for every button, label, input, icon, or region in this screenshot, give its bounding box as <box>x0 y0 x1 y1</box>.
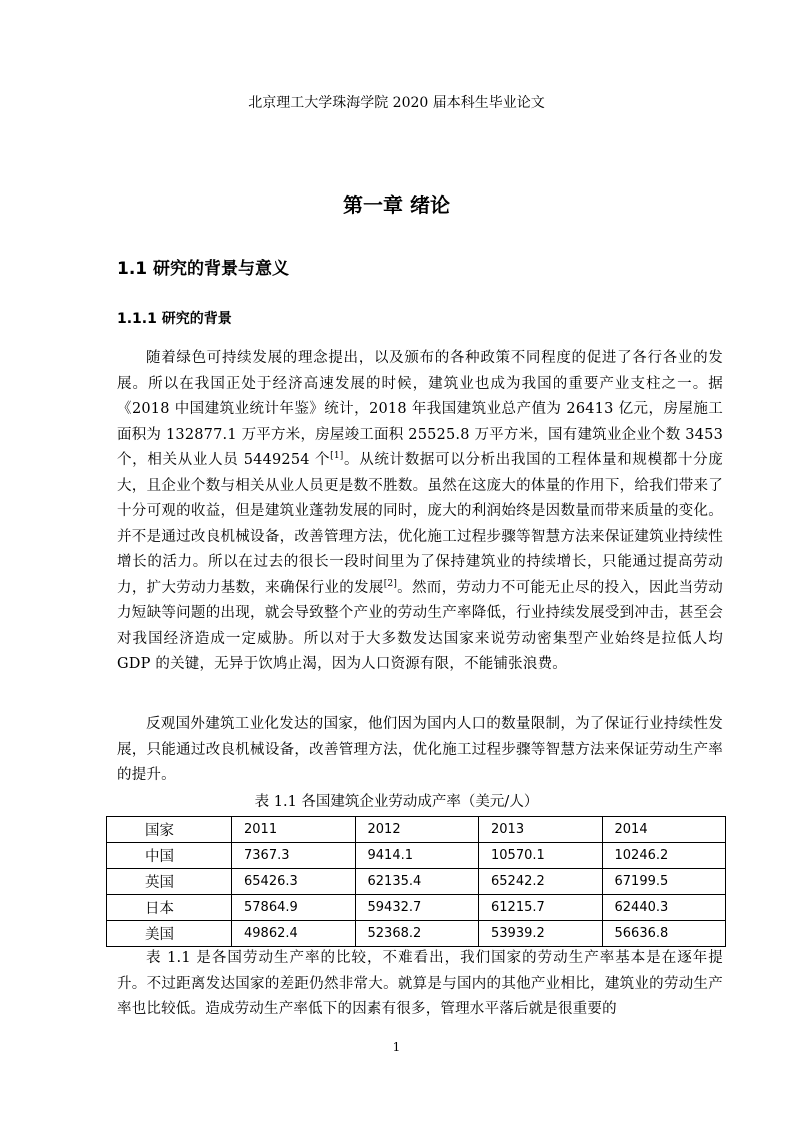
table-cell: 10570.1 <box>479 843 603 869</box>
paragraph-background <box>117 346 723 678</box>
table-header-cell: 2011 <box>232 817 356 843</box>
table-cell: 52368.2 <box>355 921 479 947</box>
table-cell: 49862.4 <box>232 921 356 947</box>
running-header: 北京理工大学珠海学院 2020 届本科生毕业论文 <box>248 95 545 111</box>
table-cell: 英国 <box>107 869 232 895</box>
table-row <box>107 869 726 895</box>
subsection-title: 1.1.1 研究的背景 <box>117 311 232 327</box>
table-row <box>107 921 726 947</box>
paragraph-text: 随着绿色可持续发展的理念提出，以及颁布的各种政策不同程度的促进了各行各业的发展。所以在我国正处于经济高速发展的时候，建筑业也成为我国的重要产业支柱之一。据《2018 中国建筑业统计年鉴》统计，2018 年我国建筑业总产值为 26413 亿元，房屋施工面积为 132877.1 万平方米，房屋竣工面积 25525.8 万平方米，国有建筑业企业个数 3453 个，相关从业人员 5449254 个 <box>117 350 723 468</box>
table-row <box>107 843 726 869</box>
table-caption: 表 1.1 各国建筑企业劳动成产率（美元/人） <box>254 794 539 810</box>
table-header-row <box>107 817 726 843</box>
paragraph-foreign: 反观国外建筑工业化发达的国家，他们因为国内人口的数量限制，为了保证行业持续性发展，只能通过改良机械设备，改善管理方法，优化施工过程步骤等智慧方法来保证劳动生产率的提升。 <box>117 716 723 783</box>
table-cell: 美国 <box>107 921 232 947</box>
table-cell: 9414.1 <box>355 843 479 869</box>
citation-ref: [2] <box>383 578 398 589</box>
table-cell: 59432.7 <box>355 895 479 921</box>
table-cell: 65242.2 <box>479 869 603 895</box>
table-header-cell: 2012 <box>355 817 479 843</box>
table-cell: 65426.3 <box>232 869 356 895</box>
table-row <box>107 895 726 921</box>
table-header-cell: 国家 <box>107 817 232 843</box>
productivity-table <box>106 816 726 947</box>
table-header-cell: 2013 <box>479 817 603 843</box>
chapter-title: 第一章 绪论 <box>343 193 450 217</box>
citation-ref: [1] <box>330 451 344 462</box>
table-cell: 7367.3 <box>232 843 356 869</box>
paragraph-text: 。然而，劳动力不可能无止尽的投入，因此当劳动力短缺等问题的出现，就会导致整个产业的劳动生产率降低，行业持续发展受到冲击，甚至会对我国经济造成一定威胁。所以对于大多数发达国家来说劳动密集型产业始终是拉低人均 GDP 的关键，无异于饮鸠止渴，因为人口资源有限，不能铺张浪费。 <box>117 579 723 672</box>
table-cell: 57864.9 <box>232 895 356 921</box>
table-cell: 53939.2 <box>479 921 603 947</box>
table-cell: 10246.2 <box>602 843 726 869</box>
table-cell: 62440.3 <box>602 895 726 921</box>
table-cell: 62135.4 <box>355 869 479 895</box>
table-cell: 中国 <box>107 843 232 869</box>
paragraph-table-discussion: 表 1.1 是各国劳动生产率的比较，不难看出，我们国家的劳动生产率基本是在逐年提升。不过距离发达国家的差距仍然非常大。就算是与国内的其他产业相比，建筑业的劳动生产率也比较低。造成劳动生产率低下的因素有很多，管理水平落后就是很重要的 <box>117 950 723 1017</box>
table-header-cell: 2014 <box>602 817 726 843</box>
table-cell: 56636.8 <box>602 921 726 947</box>
table-cell: 61215.7 <box>479 895 603 921</box>
paragraph-text: 。从统计数据可以分析出我国的工程体量和规模都十分庞大，且企业个数与相关从业人员更是数不胜数。虽然在这庞大的体量的作用下，给我们带来了十分可观的收益，但是建筑业蓬勃发展的同时，庞大的利润始终是因数量而带来质量的变化。并不是通过改良机械设备，改善管理方法，优化施工过程步骤等智慧方法来保证建筑业持续性增长的活力。所以在过去的很长一段时间里为了保持建筑业的持续增长，只能通过提高劳动力，扩大劳动力基数，来确保行业的发展 <box>117 452 723 596</box>
table-cell: 67199.5 <box>602 869 726 895</box>
table-cell: 日本 <box>107 895 232 921</box>
page-number: 1 <box>392 1040 401 1054</box>
section-title: 1.1 研究的背景与意义 <box>117 259 290 279</box>
